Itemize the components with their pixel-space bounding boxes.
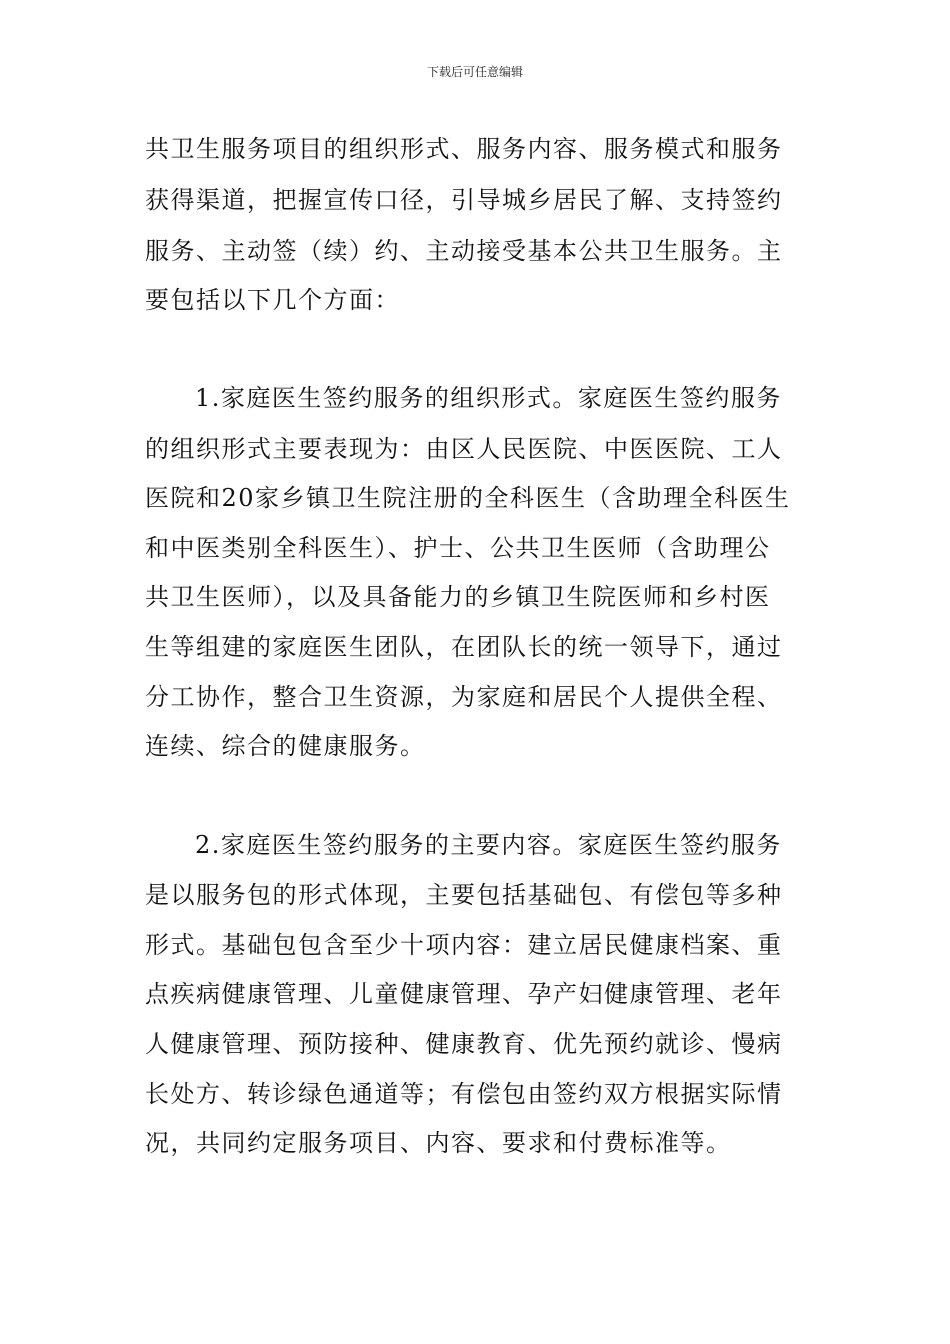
text-line: 长处方、转诊绿色通道等；有偿包由签约双方根据实际情	[145, 1080, 783, 1108]
text-line: 共卫生医师），以及具备能力的乡镇卫生院医师和乡村医	[145, 583, 771, 611]
text-line: 生等组建的家庭医生团队，在团队长的统一领导下，通过	[145, 633, 783, 661]
text-line: 况，共同约定服务项目、内容、要求和付费标准等。	[145, 1129, 732, 1157]
text-line: 共卫生服务项目的组织形式、服务内容、服务模式和服务	[145, 135, 783, 163]
text-line: 和中医类别全科医生）、护士、公共卫生医师（含助理公	[145, 534, 771, 562]
text-line: 要包括以下几个方面：	[145, 286, 400, 314]
text-line: 是以服务包的形式体现，主要包括基础包、有偿包等多种	[145, 881, 783, 909]
text-line: 形式。基础包包含至少十项内容：建立居民健康档案、重	[145, 931, 783, 959]
text-line: 获得渠道，把握宣传口径，引导城乡居民了解、支持签约	[145, 186, 783, 214]
text-line: 服务、主动签（续）约、主动接受基本公共卫生服务。主	[145, 237, 783, 265]
text-line: 分工协作，整合卫生资源，为家庭和居民个人提供全程、	[145, 683, 783, 711]
text-line: 人健康管理、预防接种、健康教育、优先预约就诊、慢病	[145, 1030, 783, 1058]
text-line: 点疾病健康管理、儿童健康管理、孕产妇健康管理、老年	[145, 980, 783, 1008]
text-line: 的组织形式主要表现为：由区人民医院、中医医院、工人	[145, 435, 783, 463]
text-line: 1.家庭医生签约服务的组织形式。家庭医生签约服务	[195, 384, 782, 412]
text-line: 连续、综合的健康服务。	[145, 732, 426, 760]
text-line: 医院和20家乡镇卫生院注册的全科医生（含助理全科医生	[145, 484, 791, 512]
text-line: 2.家庭医生签约服务的主要内容。家庭医生签约服务	[195, 831, 782, 859]
page-header-note: 下载后可任意编辑	[426, 65, 523, 79]
